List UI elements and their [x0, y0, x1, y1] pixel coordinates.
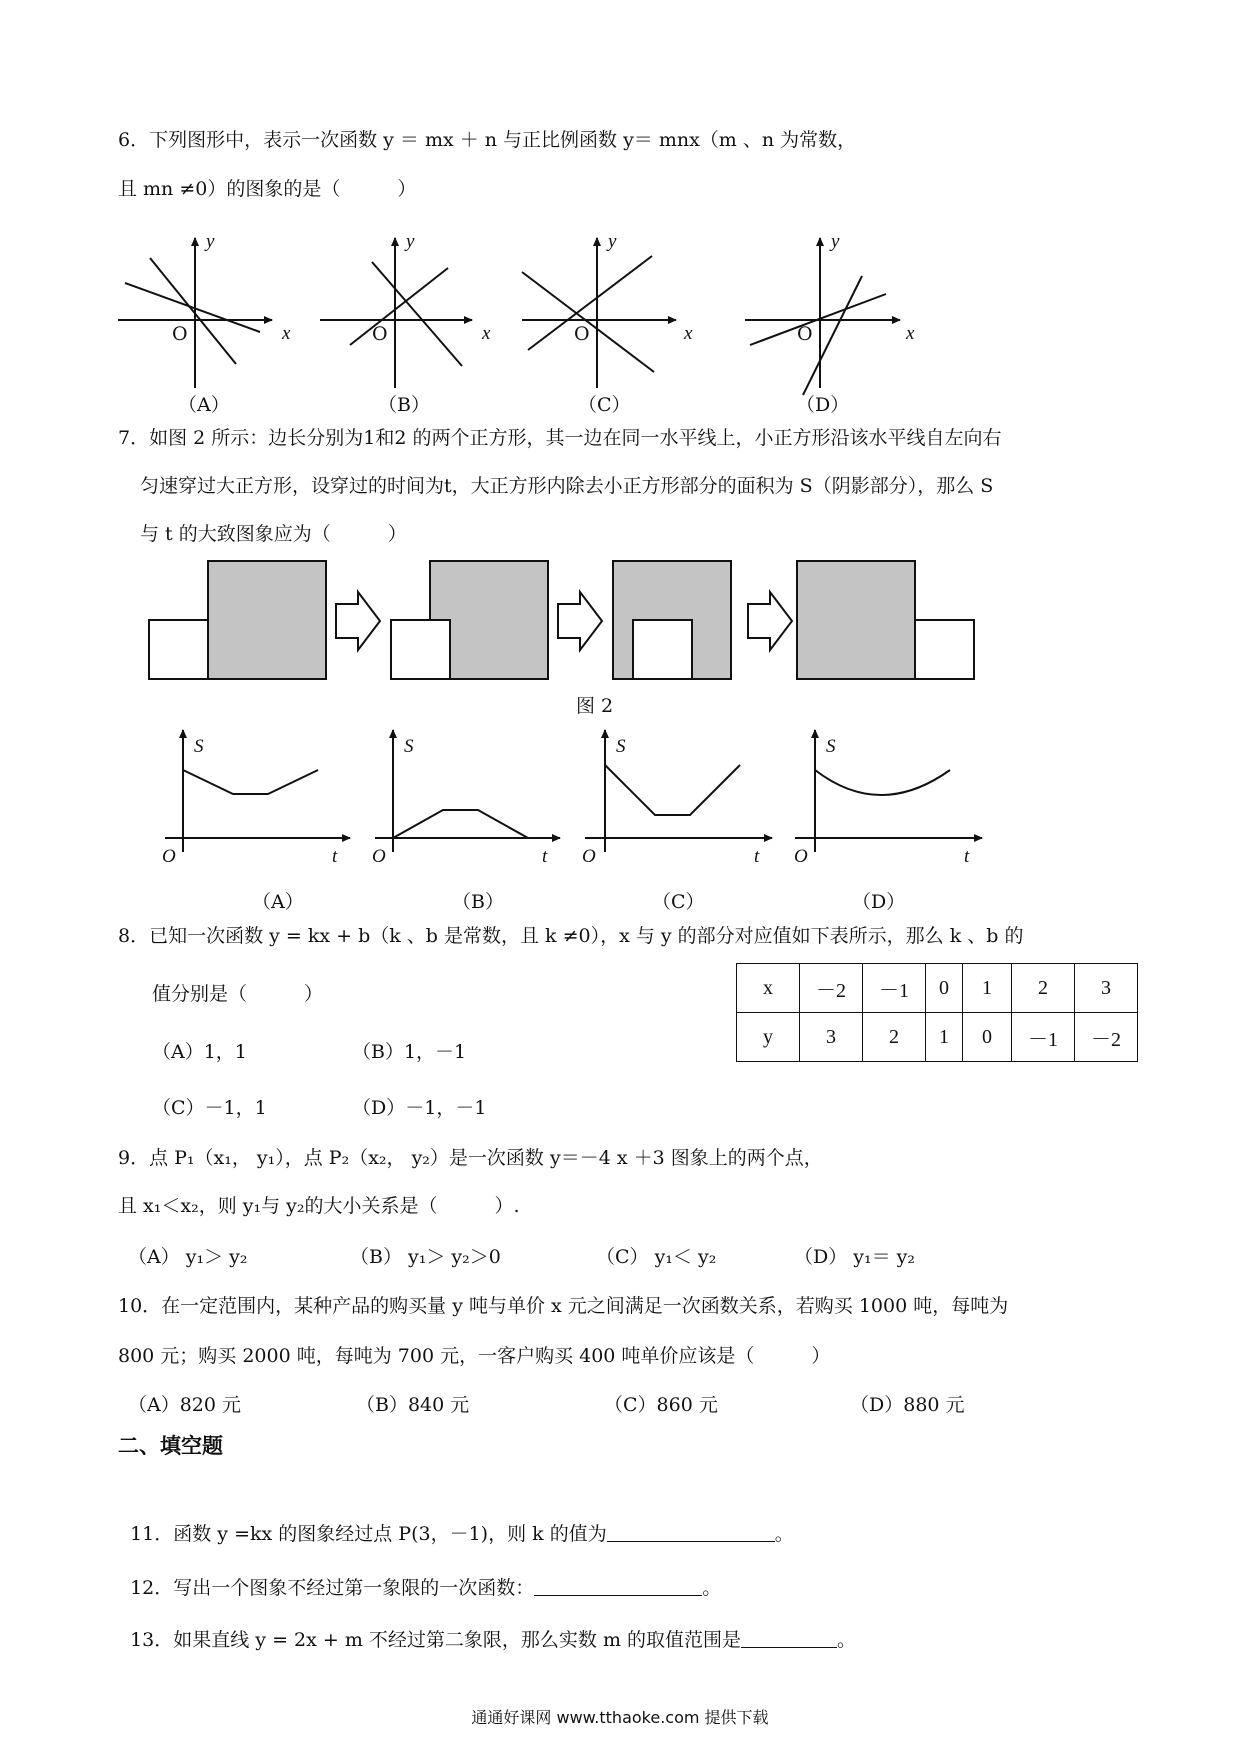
- q7-a-t-label: t: [332, 846, 338, 867]
- table-cell: 0: [963, 1013, 1012, 1062]
- table-header-cell: x: [737, 964, 800, 1013]
- q11-text: 11．函数 y =kx 的图象经过点 P(3，－1)，则 k 的值为: [130, 1523, 607, 1545]
- q7-option-b: （B）: [452, 891, 504, 913]
- q13-line: [118, 1598, 856, 1654]
- q6-d-y-label: y: [831, 231, 840, 252]
- table-cell: 2: [863, 1013, 926, 1062]
- q12-line: [118, 1546, 721, 1602]
- figure-2-caption: 图 2: [576, 695, 614, 717]
- q6-a-x-label: x: [282, 323, 291, 344]
- q11-line: [118, 1492, 794, 1548]
- q10-text-line1: 10．在一定范围内，某种产品的购买量 y 吨与单价 x 元之间满足一次函数关系，若购买 1000 吨，每吨为: [118, 1295, 1009, 1317]
- q9-text-line1: 9．点 P₁（x₁， y₁），点 P₂（x₂， y₂）是一次函数 y＝－4 x ＋3 图象上的两个点，: [118, 1147, 823, 1169]
- q6-option-b: （B）: [378, 394, 430, 416]
- q9-option-d: （D） y₁＝ y₂: [794, 1246, 916, 1268]
- section-title: 二、填空题: [118, 1434, 223, 1458]
- q8-option-d: （D）－1，－1: [352, 1097, 487, 1119]
- q9-text-line2: 且 x₁＜x₂，则 y₁与 y₂的大小关系是（ ）.: [118, 1195, 520, 1217]
- q8-value-table: [736, 963, 1138, 1062]
- q6-b-origin-label: O: [372, 323, 388, 345]
- q6-text-line1: 6．下列图形中，表示一次函数 y ＝ mx ＋ n 与正比例函数 y＝ mnx（m 、n 为常数，: [118, 129, 857, 151]
- q7-graph-d: [795, 730, 982, 852]
- q6-option-a: （A）: [178, 394, 230, 416]
- q7-c-s-label: S: [616, 736, 626, 757]
- q8-option-b: （B）1，－1: [352, 1041, 467, 1063]
- q12-text: 12．写出一个图象不经过第一象限的一次函数：: [130, 1577, 535, 1599]
- table-cell: 0: [926, 964, 963, 1013]
- q10-option-b: （B）840 元: [356, 1394, 470, 1416]
- q7-text-line1: 7．如图 2 所示：边长分别为1和2 的两个正方形，其一边在同一水平线上，小正方形沿该水平线自左向右: [118, 427, 1002, 449]
- table-cell: 3: [1075, 964, 1138, 1013]
- q6-a-origin-label: O: [172, 323, 188, 345]
- q6-b-x-label: x: [482, 323, 491, 344]
- q8-text-line1: 8．已知一次函数 y = kx + b（k 、b 是常数，且 k ≠0），x 与 y 的部分对应值如下表所示，那么 k 、b 的: [118, 925, 1024, 947]
- q9-option-c: （C） y₁＜ y₂: [596, 1246, 717, 1268]
- q9-option-b: （B） y₁＞ y₂＞0: [350, 1246, 501, 1268]
- q10-option-c: （C）860 元: [604, 1394, 718, 1416]
- q6-b-y-label: y: [406, 231, 415, 252]
- q9-option-a: （A） y₁＞ y₂: [128, 1246, 248, 1268]
- q10-option-d: （D）880 元: [850, 1394, 965, 1416]
- q8-option-a: （A）1，1: [152, 1041, 247, 1063]
- table-cell: 3: [800, 1013, 863, 1062]
- q6-option-c: （C）: [578, 394, 631, 416]
- q6-option-d: （D）: [796, 394, 850, 416]
- q7-graph-a: [165, 730, 350, 852]
- q6-c-origin-label: O: [574, 323, 590, 345]
- table-cell: 1: [963, 964, 1012, 1013]
- q13-text: 13．如果直线 y = 2x + m 不经过第二象限，那么实数 m 的取值范围是: [130, 1629, 741, 1651]
- q7-d-t-label: t: [964, 846, 970, 867]
- q7-option-d: （D）: [852, 891, 906, 913]
- q11-answer-blank[interactable]: [607, 1521, 775, 1542]
- q13-text-end: 。: [837, 1629, 857, 1651]
- q7-text-line3: 与 t 的大致图象应为（ ）: [140, 523, 407, 545]
- q7-b-s-label: S: [404, 736, 414, 757]
- q12-text-end: 。: [702, 1577, 722, 1599]
- q10-text-line2: 800 元；购买 2000 吨，每吨为 700 元，一客户购买 400 吨单价应该是（ ）: [118, 1345, 831, 1367]
- q7-b-origin-label: O: [372, 846, 386, 867]
- table-cell: －1: [863, 964, 926, 1013]
- table-cell: －2: [1075, 1013, 1138, 1062]
- q7-graph-b: [375, 730, 560, 852]
- q6-a-y-label: y: [206, 231, 215, 252]
- q7-a-origin-label: O: [162, 846, 176, 867]
- page-footer: 通通好课网 www.tthaoke.com 提供下载: [471, 1708, 769, 1727]
- q7-option-a: （A）: [252, 891, 304, 913]
- table-cell: －2: [800, 964, 863, 1013]
- q7-b-t-label: t: [542, 846, 548, 867]
- q8-text-line2: 值分别是（ ）: [152, 983, 324, 1005]
- q6-d-x-label: x: [906, 323, 915, 344]
- q6-d-origin-label: O: [797, 323, 813, 345]
- q12-answer-blank[interactable]: [534, 1575, 702, 1596]
- q7-option-c: （C）: [652, 891, 705, 913]
- q6-c-x-label: x: [684, 323, 693, 344]
- q7-c-origin-label: O: [582, 846, 596, 867]
- q7-graph-c: [585, 730, 772, 852]
- q11-text-end: 。: [774, 1523, 794, 1545]
- q8-option-c: （C）－1，1: [152, 1097, 267, 1119]
- table-cell: 1: [926, 1013, 963, 1062]
- table-header-cell: y: [737, 1013, 800, 1062]
- q7-d-origin-label: O: [794, 846, 808, 867]
- table-cell: 2: [1012, 964, 1075, 1013]
- table-row: [737, 1013, 1138, 1062]
- q10-option-a: （A）820 元: [128, 1394, 242, 1416]
- table-cell: －1: [1012, 1013, 1075, 1062]
- q6-text-line2: 且 mn ≠0）的图象的是（ ）: [118, 178, 417, 200]
- q13-answer-blank[interactable]: [741, 1627, 837, 1648]
- q7-d-s-label: S: [826, 736, 836, 757]
- table-row: [737, 964, 1138, 1013]
- q6-c-y-label: y: [608, 231, 617, 252]
- q7-c-t-label: t: [754, 846, 760, 867]
- q7-text-line2: 匀速穿过大正方形，设穿过的时间为t，大正方形内除去小正方形部分的面积为 S（阴影部分），那么 S: [140, 475, 994, 497]
- q7-a-s-label: S: [194, 736, 204, 757]
